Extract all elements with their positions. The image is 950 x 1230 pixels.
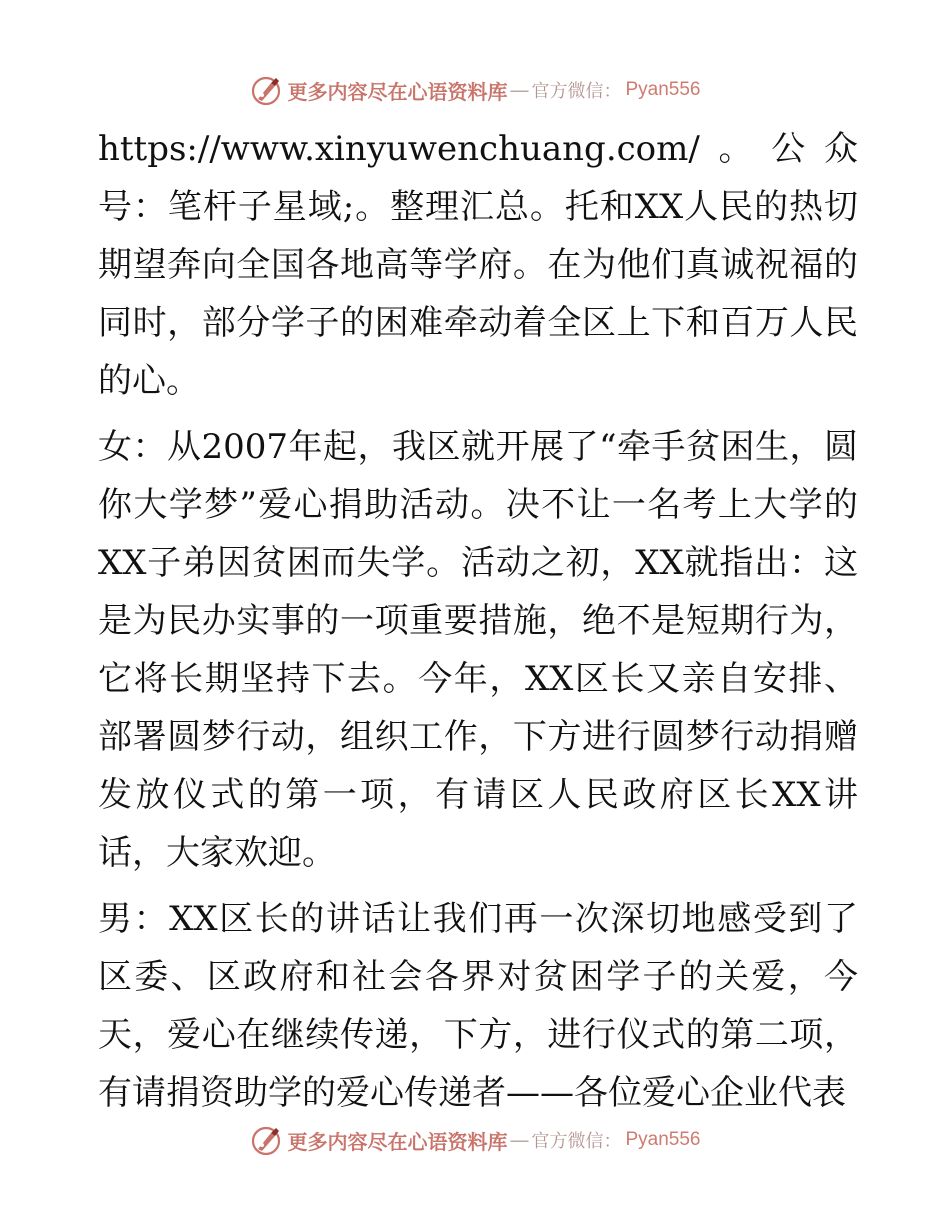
footer-wechat-id: Pyan556	[625, 1129, 701, 1150]
header-wechat-label: 官方微信：	[531, 81, 622, 102]
footer-banner	[0, 1120, 950, 1160]
header-banner	[0, 70, 950, 110]
pen-logo-icon	[249, 1123, 283, 1157]
document-body	[98, 120, 858, 1122]
footer-dash: —	[509, 1128, 530, 1152]
paragraph-3: 男：XX区长的讲话让我们再一次深切地感受到了区委、区政府和社会各界对贫困学子的关爱，今天，爱心在继续传递，下方，进行仪式的第二项，有请捐资助学的爱心传递者——各位爱心企业代表	[98, 899, 858, 1113]
pen-logo-icon	[249, 73, 283, 107]
header-slogan: 更多内容尽在心语资料库	[287, 79, 508, 104]
header-wechat-id: Pyan556	[625, 79, 701, 100]
footer-wechat-label: 官方微信：	[531, 1131, 622, 1152]
footer-slogan: 更多内容尽在心语资料库	[287, 1129, 508, 1154]
paragraph-1: https://www.xinyuwenchuang.com/。公众号：笔杆子星域;。整理汇总。托和XX人民的热切期望奔向全国各地高等学府。在为他们真诚祝福的同时，部分学子的困难牵动着全区上下和百万人民的心。	[98, 129, 858, 401]
paragraph-2: 女：从2007年起，我区就开展了“牵手贫困生，圆你大学梦”爱心捐助活动。决不让一名考上大学的XX子弟因贫困而失学。活动之初，XX就指出：这是为民办实事的一项重要措施，绝不是短期行为，它将长期坚持下去。今年，XX区长又亲自安排、部署圆梦行动，组织工作，下方进行圆梦行动捐赠发放仪式的第一项，有请区人民政府区长XX讲话，大家欢迎。	[98, 427, 858, 873]
header-dash: —	[509, 78, 530, 102]
